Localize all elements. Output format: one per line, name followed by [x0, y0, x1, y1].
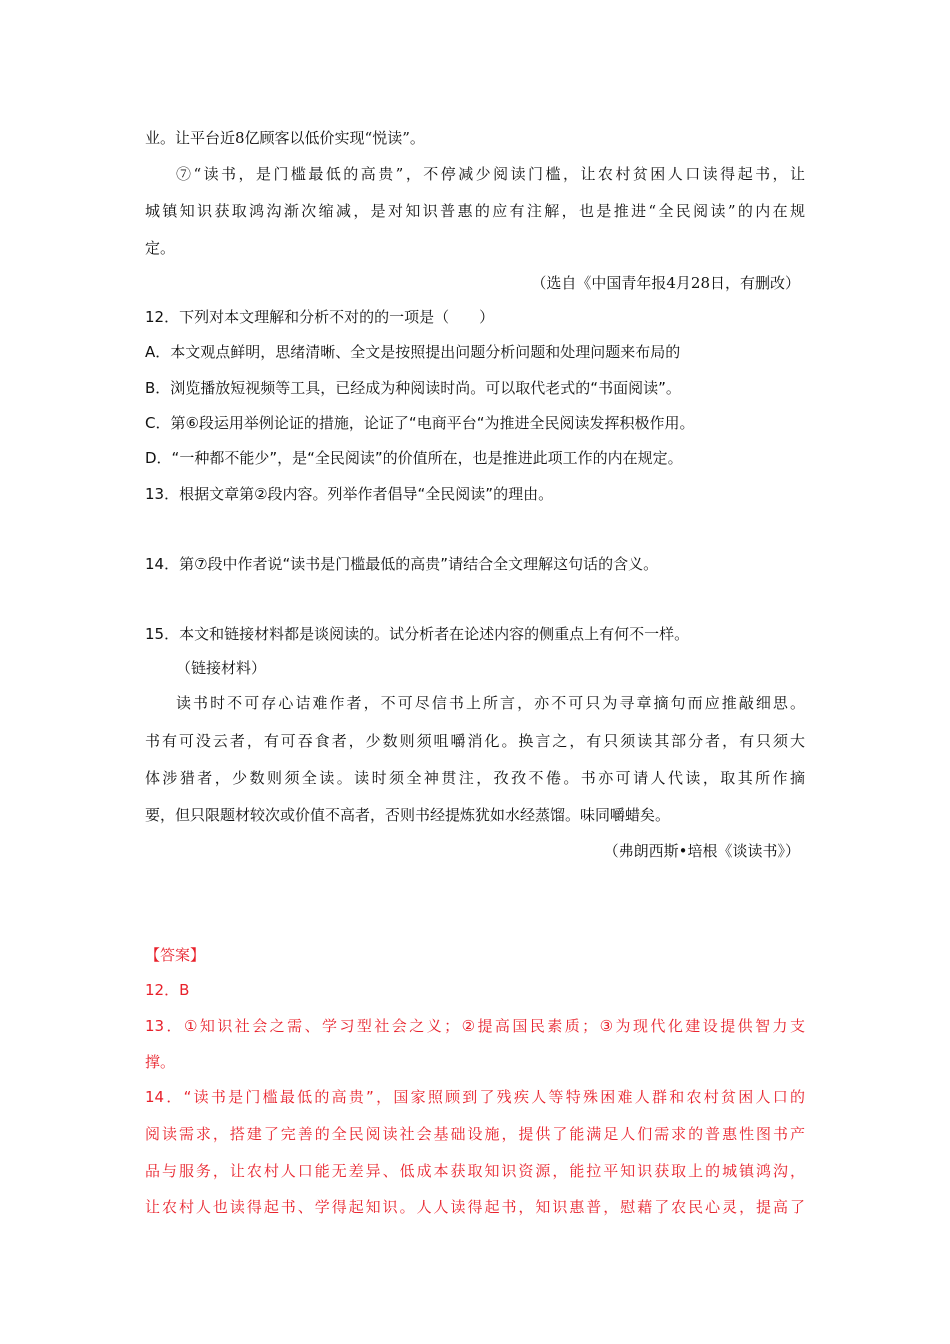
answer-13-line-2: 撑。 — [145, 1053, 176, 1071]
question-15: 15．本文和链接材料都是谈阅读的。试分析者在论述内容的侧重点上有何不一样。 — [145, 625, 690, 643]
answer-14-line-3: 品与服务，让农村人口能无差异、低成本获取知识资源，能拉平知识获取上的城镇鸿沟， — [145, 1162, 805, 1180]
answer-13-line-1: 13．①知识社会之需、学习型社会之义；②提高国民素质；③为现代化建设提供智力支 — [145, 1017, 805, 1035]
passage-paragraph-7-line-3: 定。 — [145, 239, 176, 257]
passage-source: （选自《中国青年报4月28日，有删改） — [531, 274, 800, 292]
answer-14-line-2: 阅读需求，搭建了完善的全民阅读社会基础设施，提供了能满足人们需求的普惠性图书产 — [145, 1125, 805, 1143]
passage-paragraph-7-line-2: 城镇知识获取鸿沟渐次缩减，是对知识普惠的应有注解，也是推进“全民阅读”的内在规 — [145, 202, 805, 220]
answer-14-line-4: 让农村人也读得起书、学得起知识。人人读得起书，知识惠普，慰藉了农民心灵，提高了 — [145, 1198, 805, 1216]
link-material-source: （弗朗西斯•培根《谈读书》） — [603, 842, 800, 860]
link-material-line-1: 读书时不可存心诘难作者，不可尽信书上所言，亦不可只为寻章摘句而应推敲细思。 — [176, 694, 805, 712]
question-12-option-b: B．浏览播放短视频等工具，已经成为种阅读时尚。可以取代老式的“书面阅读”。 — [145, 379, 681, 397]
question-12: 12．下列对本文理解和分析不对的的一项是（ ） — [145, 308, 495, 326]
link-material-line-3: 体涉猎者，少数则须全读。读时须全神贯注，孜孜不倦。书亦可请人代读，取其所作摘 — [145, 769, 805, 787]
answer-12: 12．B — [145, 981, 190, 999]
question-12-option-c: C．第⑥段运用举例论证的措施，论证了“电商平台“为推进全民阅读发挥积极作用。 — [145, 414, 695, 432]
answer-heading: 【答案】 — [145, 946, 206, 964]
link-material-line-4: 要，但只限题材较次或价值不高者，否则书经提炼犹如水经蒸馏。味同嚼蜡矣。 — [145, 806, 671, 824]
answer-14-line-1: 14．“读书是门槛最低的高贵”，国家照顾到了残疾人等特殊困难人群和农村贫困人口的 — [145, 1088, 805, 1106]
link-material-line-2: 书有可没云者，有可吞食者，少数则须咀嚼消化。换言之，有只须读其部分者，有只须大 — [145, 732, 805, 750]
question-12-option-a: A．本文观点鲜明，思绪清晰、全文是按照提出问题分析问题和处理问题来布局的 — [145, 343, 681, 361]
passage-paragraph-7-line-1: ⑦“读书，是门槛最低的高贵”，不停减少阅读门槛，让农村贫困人口读得起书，让 — [176, 165, 805, 183]
question-14: 14．第⑦段中作者说“读书是门槛最低的高贵”请结合全文理解这句话的含义。 — [145, 555, 659, 573]
question-13: 13．根据文章第②段内容。列举作者倡导“全民阅读”的理由。 — [145, 485, 554, 503]
passage-paragraph-6-tail: 业。让平台近8亿顾客以低价实现“悦读”。 — [145, 129, 425, 147]
question-12-option-d: D．“一种都不能少”，是“全民阅读”的价值所在，也是推进此项工作的内在规定。 — [145, 449, 683, 467]
link-material-heading: （链接材料） — [176, 659, 267, 677]
